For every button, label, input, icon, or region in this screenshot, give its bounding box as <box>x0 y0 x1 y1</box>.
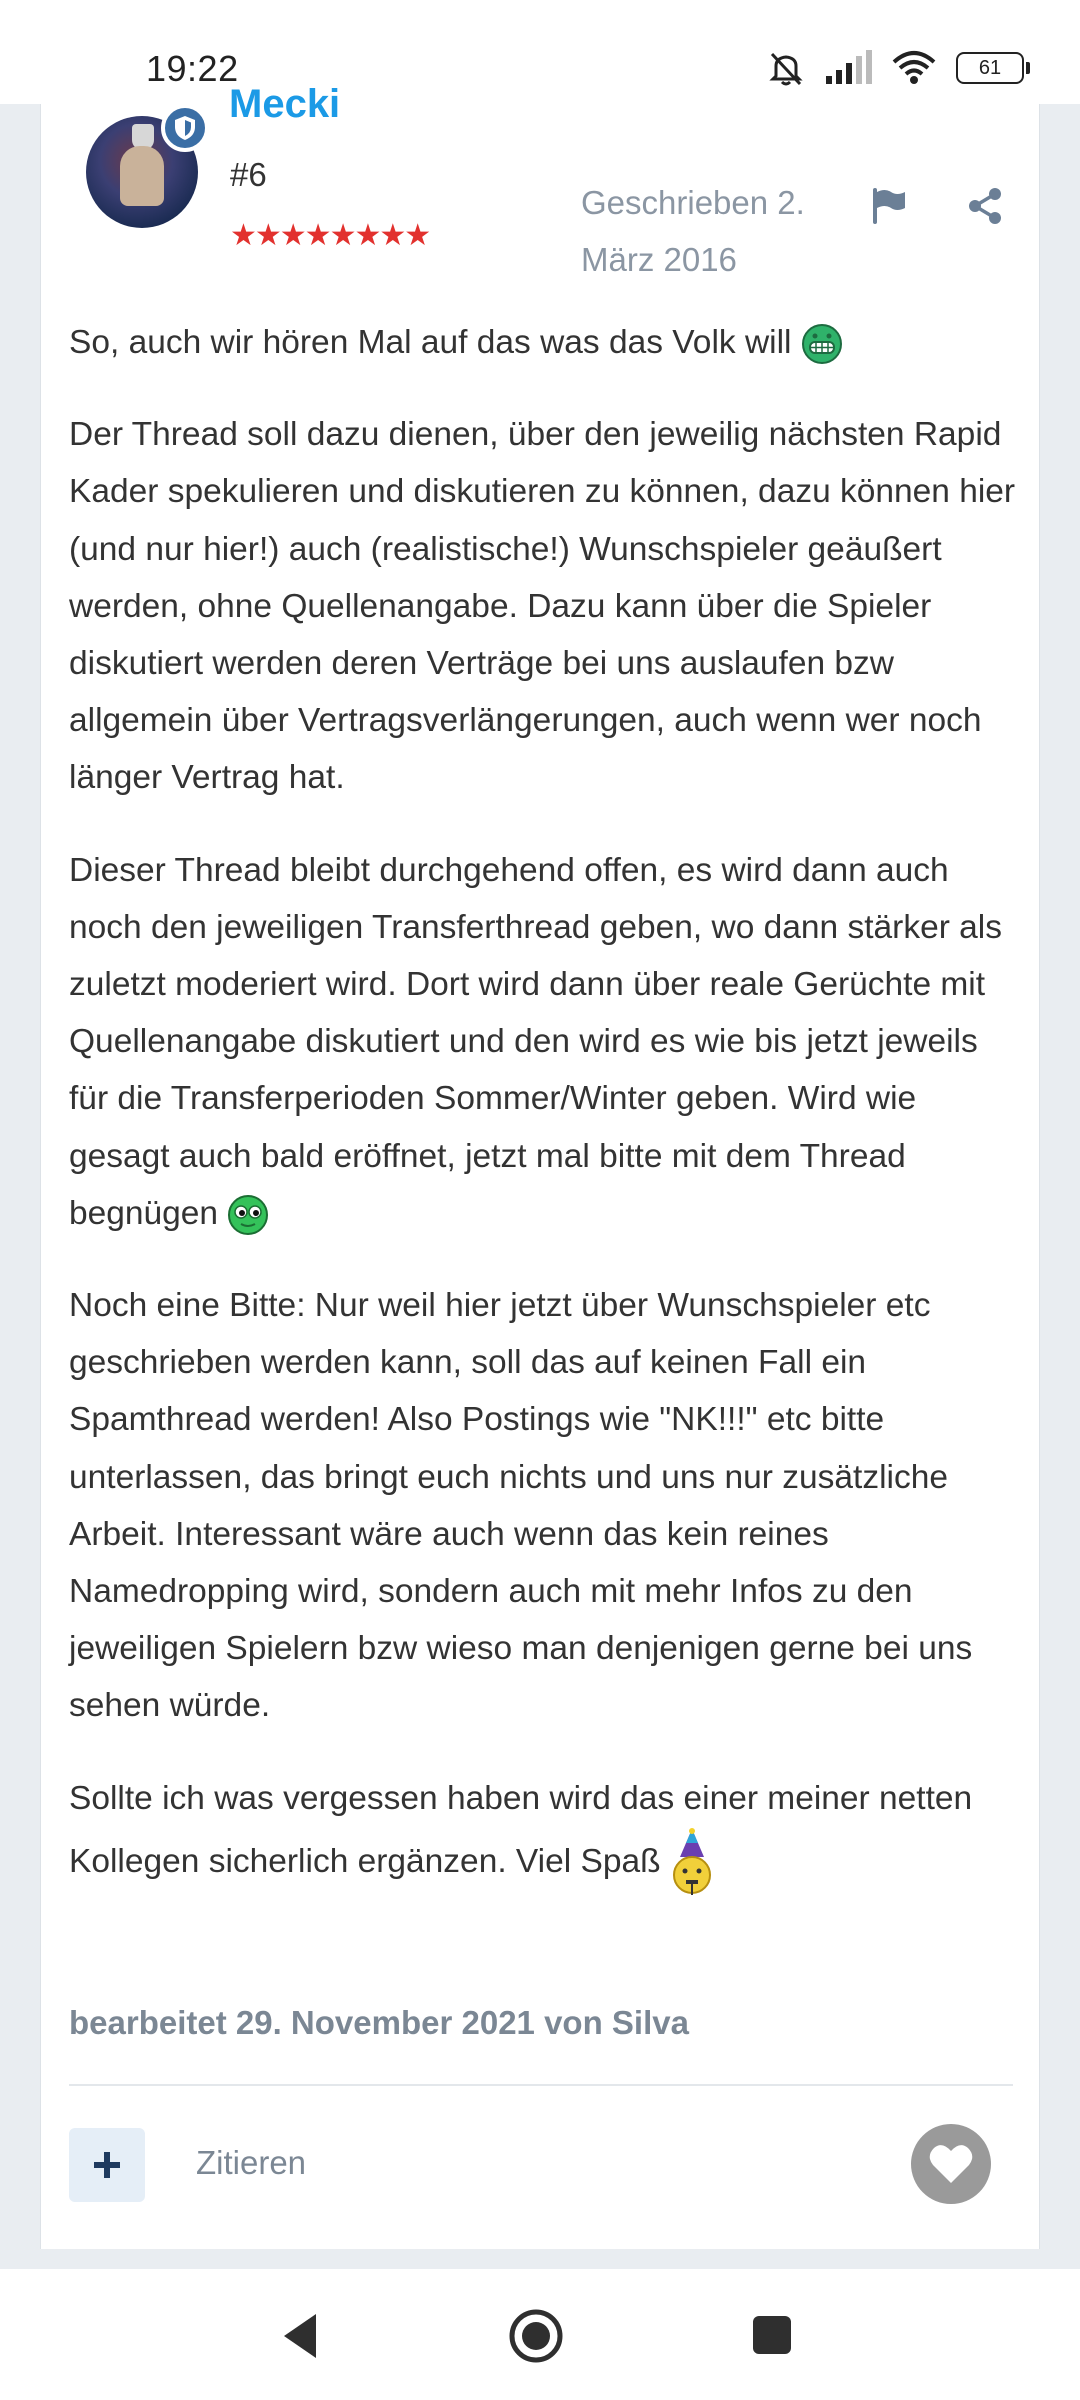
post-paragraph: Sollte ich was vergessen haben wird das einer meiner netten Kollegen sicherlich ergänzen. Viel Spaß <box>69 1770 1019 1899</box>
signal-icon <box>824 50 872 86</box>
report-flag-icon[interactable] <box>867 184 911 228</box>
edited-note: bearbeitet 29. November 2021 von Silva <box>69 2004 689 2041</box>
back-icon[interactable] <box>280 2312 320 2360</box>
post-paragraph: Der Thread soll dazu dienen, über den jeweilig nächsten Rapid Kader spekulieren und diskutieren zu können, dazu können hier (und nur hier!) auch (realistische!) Wunschspieler geäußert werden, ohne Quellenangabe. Dazu kann über die Spieler diskutiert werden deren Verträge bei uns auslaufen bzw allgemein über Vertragsverlängerungen, auch wenn wer noch länger Vertrag hat. <box>69 416 1016 797</box>
divider <box>69 2084 1013 2086</box>
grin-emoji-icon <box>801 323 843 365</box>
post-paragraph: Dieser Thread bleibt durchgehend offen, es wird dann auch noch den jeweiligen Transferthread geben, wo dann stärker als zuletzt moderiert wird. Dort wird dann über reale Gerüchte mit Quellenangabe diskutiert und den wird es wie bis jetzt jeweils für die Transferperioden Sommer/Winter geben. Wird wie gesagt auch bald eröffnet, jetzt mal bitte mit dem Thread begnügen <box>69 842 1019 1242</box>
plus-icon <box>92 2150 122 2180</box>
home-icon[interactable] <box>508 2308 564 2364</box>
eyes-emoji-icon <box>227 1194 269 1236</box>
post-card <box>40 82 1040 2249</box>
share-icon[interactable] <box>963 184 1007 228</box>
rank-stars: ★★★★★★★★ <box>230 219 430 252</box>
moderator-shield-icon <box>161 104 209 152</box>
party-emoji-icon <box>670 1827 714 1899</box>
mute-icon <box>766 48 806 88</box>
multiquote-add-button[interactable] <box>69 2128 145 2202</box>
username[interactable]: Mecki <box>229 82 341 126</box>
like-button[interactable] <box>911 2124 991 2204</box>
post-date[interactable]: Geschrieben 2. März 2016 <box>581 184 805 278</box>
status-bar <box>0 0 1080 104</box>
status-icons <box>766 46 1024 90</box>
avatar-figure <box>120 146 164 206</box>
post-paragraph: Noch eine Bitte: Nur weil hier jetzt über Wunschspieler etc geschrieben werden kann, soll das auf keinen Fall ein Spamthread werden! Also Postings wie "NK!!!" etc bitte unterlassen, das bringt euch nichts und uns nur zusätzliche Arbeit. Interessant wäre auch wenn das kein reines Namedropping wird, sondern auch mit mehr Infos zu den jeweiligen Spielern bzw wieso man denjenigen gerne bei uns sehen würde. <box>69 1287 973 1725</box>
recent-apps-icon[interactable] <box>751 2314 793 2356</box>
post-number[interactable]: #6 <box>230 156 267 193</box>
post-paragraph: So, auch wir hören Mal auf das was das Volk will <box>69 314 1019 371</box>
battery-level: 61 <box>978 56 1002 79</box>
status-time: 19:22 <box>146 48 239 89</box>
heart-icon <box>928 2143 974 2185</box>
quote-button[interactable]: Zitieren <box>196 2144 307 2181</box>
post-content <box>69 314 1019 1934</box>
wifi-icon <box>890 48 938 88</box>
battery-icon <box>956 52 1024 84</box>
